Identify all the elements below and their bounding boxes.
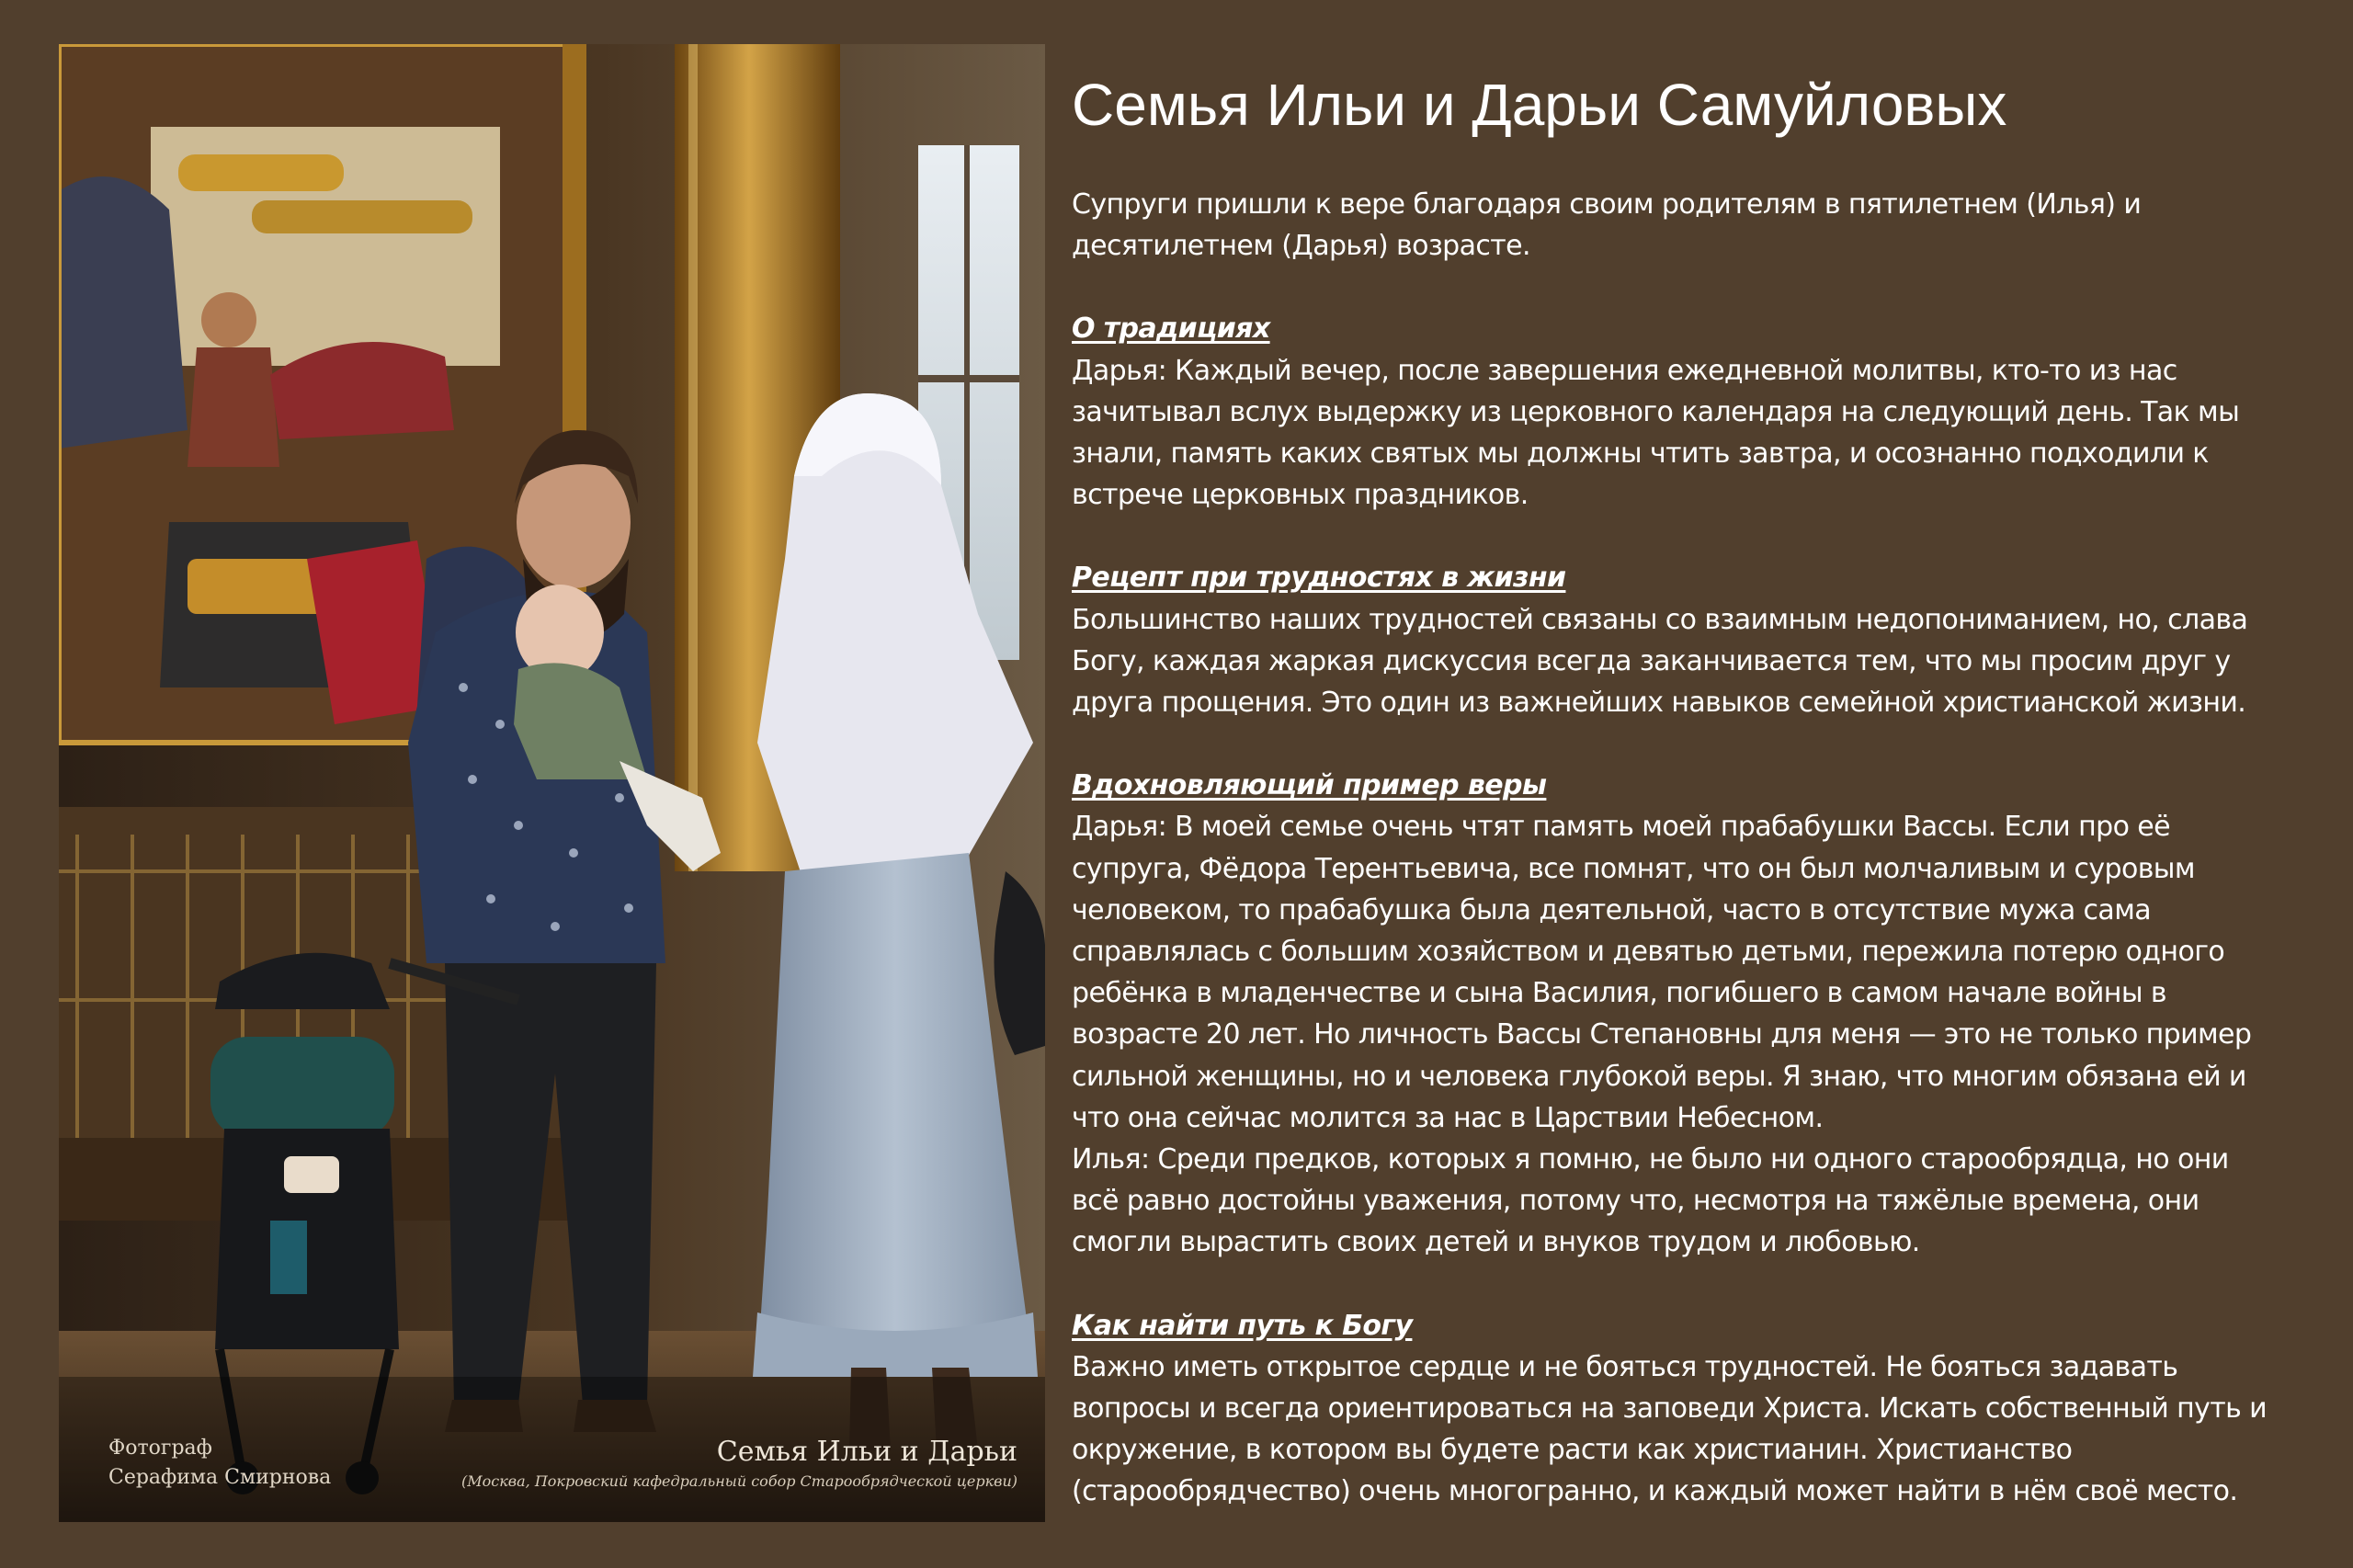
family-photo <box>59 44 1045 1522</box>
photo-illustration <box>59 44 1045 1522</box>
section-line: окружение, в котором вы будете расти как христианин. Христианство <box>1072 1434 2073 1467</box>
page-title: Семья Ильи и Дарьи Самуйловых <box>1072 72 2007 138</box>
intro-paragraph <box>1072 184 2322 267</box>
section-line: ребёнка в младенчестве и сына Василия, погибшего в самом начале войны в <box>1072 977 2166 1010</box>
section-line: сильной женщины, но и человека глубокой веры. Я знаю, что многим обязана ей и <box>1072 1060 2246 1093</box>
article-text <box>1072 68 2322 1554</box>
section-line: что она сейчас молится за нас в Царствии Небесном. <box>1072 1101 1824 1134</box>
photo-caption <box>461 1434 1017 1493</box>
photo-caption-title: Семья Ильи и Дарьи <box>716 1436 1017 1468</box>
photo-credit <box>108 1434 331 1493</box>
section-heading: Вдохновляющий пример веры <box>1072 769 1547 802</box>
section-line: Илья: Среди предков, которых я помню, не было ни одного старообрядца, но они <box>1072 1143 2229 1176</box>
photo-caption-location: (Москва, Покровский кафедральный собор Старообрядческой церкви) <box>461 1472 1017 1490</box>
section-path-to-god <box>1072 1305 2322 1513</box>
section-line: справлялась с большим хозяйством и девятью детьми, пережила потерю одного <box>1072 936 2225 969</box>
intro-line: десятилетнем (Дарья) возрасте. <box>1072 230 1530 263</box>
intro-line: Супруги пришли к вере благодаря своим родителям в пятилетнем (Илья) и <box>1072 188 2142 221</box>
section-line: всё равно достойны уважения, потому что, несмотря на тяжёлые времена, они <box>1072 1185 2200 1218</box>
section-line: Дарья: В моей семье очень чтят память моей прабабушки Вассы. Если про её <box>1072 811 2170 844</box>
section-heading: Рецепт при трудностях в жизни <box>1072 562 1566 595</box>
section-line: Богу, каждая жаркая дискуссия всегда заканчивается тем, что мы просим друг у <box>1072 644 2231 677</box>
section-line: (старообрядчество) очень многогранно, и каждый может найти в нём своё место. <box>1072 1475 2238 1508</box>
section-line: Дарья: Каждый вечер, после завершения ежедневной молитвы, кто-то из нас <box>1072 354 2177 387</box>
section-heading: Как найти путь к Богу <box>1072 1309 1413 1342</box>
section-heading: О традициях <box>1072 312 1270 346</box>
section-line: смогли вырастить своих детей и внуков трудом и любовью. <box>1072 1226 1920 1259</box>
section-traditions <box>1072 308 2322 516</box>
section-line: зачитывал вслух выдержку из церковного календаря на следующий день. Так мы <box>1072 395 2240 428</box>
section-line: вопросы и всегда ориентироваться на заповеди Христа. Искать собственный путь и <box>1072 1392 2268 1426</box>
section-line: человеком, то прабабушка была деятельной, часто в отсутствие мужа сама <box>1072 893 2152 926</box>
section-line: знали, память каких святых мы должны чтить завтра, и осознанно подходили к <box>1072 437 2209 471</box>
section-line: встрече церковных праздников. <box>1072 479 1529 512</box>
section-line: друга прощения. Это один из важнейших навыков семейной христианской жизни. <box>1072 687 2246 720</box>
section-line: возрасте 20 лет. Но личность Вассы Степановны для меня — это не только пример <box>1072 1018 2252 1051</box>
section-line: Важно иметь открытое сердце и не бояться трудностей. Не бояться задавать <box>1072 1350 2178 1383</box>
photo-credit-label: Фотограф <box>108 1437 212 1460</box>
section-line: Большинство наших трудностей связаны со взаимным недопониманием, но, слава <box>1072 603 2248 636</box>
photo-credit-name: Серафима Смирнова <box>108 1466 332 1489</box>
section-example-of-faith <box>1072 765 2322 1263</box>
section-line: супруга, Фёдора Терентьевича, все помнят, что он был молчаливым и суровым <box>1072 852 2195 885</box>
section-difficulties <box>1072 557 2322 723</box>
